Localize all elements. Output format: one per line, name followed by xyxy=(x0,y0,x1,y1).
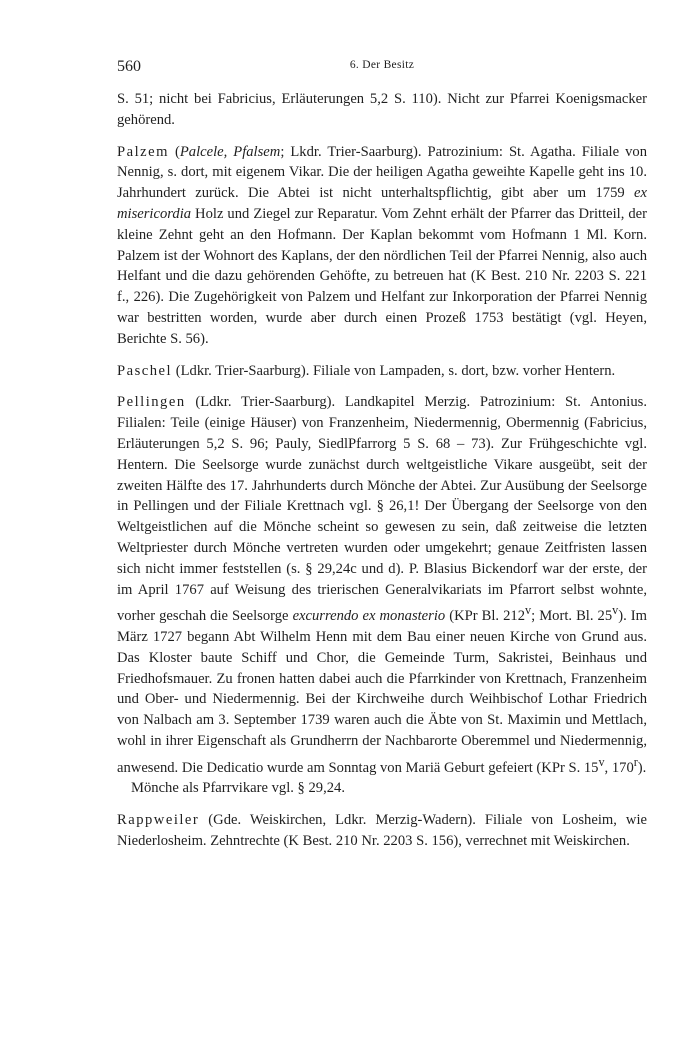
folio-superscript: r xyxy=(633,754,638,769)
text-run: ; Lkdr. Trier-Saarburg). Patrozinium: St. Agatha. Filiale von Nennig, s. dort, mit eigenem Vikar. Die der heiligen Agatha geweihte Kapelle geht ins 10. Jahrhundert zurück. Die Abtei ist nicht unterhaltspflichtig, gibt aber um 1759 xyxy=(117,143,647,202)
italic-text: excurrendo ex monasterio xyxy=(292,608,446,625)
text-run: (Ldkr. Trier-Saarburg). Landkapitel Merzig. Patrozinium: St. Antonius. Filialen: Teile (einige Häuser) von Franzenheim, Niedermennig, Obermennig (Fabricius, Erläuterungen 5,2 S. 96; Pauly, SiedlPfarrorg 5 S. 68 – 73). Zur Frühgeschichte vgl. Hentern. Die Seelsorge wurde zunächst durch weltgeistliche Vikare ausgeübt, seit der zweiten Hälfte des 17. Jahrhunderts durch Mönche der Abtei. Zur Ausübung der Seelsorge in Pellingen und der Filiale Krettnach vgl. § 26,1! Der Übergang der Seelsorge von den Weltgeistlichen auf die Mönche scheint so gewesen zu sein, daß zeitweise die letzten Weltpriester durch Mönche vertreten wurden oder umgekehrt; genaue Zeitfristen lassen sich nicht immer feststellen (s. § 29,24c und d). P. Blasius Bickendorf war der erste, der im April 1767 auf Weisung des trierischen Generalvikariats im Pfarrort selbst wohnte, vorher geschah die Seelsorge xyxy=(117,394,647,625)
entry-headword: Paschel xyxy=(117,362,173,379)
entry-headword: Rappweiler xyxy=(117,812,200,829)
text-run: ). xyxy=(637,759,647,776)
entry-headword: Palzem xyxy=(117,143,169,160)
running-head: 6. Der Besitz xyxy=(349,59,415,71)
entry-palzem xyxy=(117,142,647,350)
text-run: , 170 xyxy=(604,759,634,776)
text-run: S. 51; nicht bei Fabricius, Erläuterungen 5,2 S. 110). Nicht zur Pfarrei Koenigsmacker gehörend. xyxy=(117,91,647,128)
folio-superscript: v xyxy=(525,603,532,618)
folio-superscript: v xyxy=(612,603,619,618)
entry-rappweiler xyxy=(117,810,647,852)
text-run: Holz und Ziegel zur Reparatur. Vom Zehnt erhält der Pfarrer das Dritteil, der kleine Zehnt geht an den Hofmann. Der Kaplan bekommt vom Hofmann 1 Ml. Korn. Palzem ist der Wohnort des Kaplans, der den nördlichen Teil der Pfarrei Nennig, also auch Helfant und die dazu gehörenden Gehöfte, zu betreuen hat (K Best. 210 Nr. 2203 S. 221 f., 226). Die Zugehörigkeit von Palzem und Helfant zur Inkorporation der Pfarrei Nennig war bestritten worden, wurde aber durch einen Prozeß 1753 bestätigt (vgl. Heyen, Berichte S. 56). xyxy=(117,205,647,347)
entry-continuation xyxy=(117,89,647,131)
folio-superscript: v xyxy=(598,754,605,769)
text-run: ( xyxy=(168,143,180,160)
book-page xyxy=(117,58,647,852)
italic-text: Palcele, Pfalsem xyxy=(179,143,281,160)
indented-line: Mönche als Pfarrvikare vgl. § 29,24. xyxy=(131,780,345,797)
entry-headword: Pellingen xyxy=(117,394,186,411)
page-number: 560 xyxy=(117,58,141,75)
text-run: ; Mort. Bl. 25 xyxy=(531,608,613,625)
text-run: (Ldkr. Trier-Saarburg). Filiale von Lampaden, s. dort, bzw. vorher Hentern. xyxy=(172,362,616,379)
text-run: (KPr Bl. 212 xyxy=(445,608,526,625)
entry-pellingen xyxy=(117,392,647,799)
body-text xyxy=(117,89,647,852)
text-run: (Gde. Weiskirchen, Ldkr. Merzig-Wadern). Filiale von Losheim, wie Niederlosheim. Zehntrechte (K Best. 210 Nr. 2203 S. 156), verrechnet mit Weiskirchen. xyxy=(117,812,647,850)
italic-text: ex misericordia xyxy=(117,185,647,222)
entry-paschel xyxy=(117,361,647,382)
page-header xyxy=(117,58,647,80)
text-run: ). Im März 1727 begann Abt Wilhelm Henn mit dem Bau einer neuen Kirche von Grund aus. Das Kloster baute Schiff und Chor, die Gemeinde Turm, Sakristei, Beinhaus und Friedhofsmauer. Zu fronen hatten dabei auch die Pfarrkinder von Krettnach, Franzenheim und Ober- und Niedermennig. Bei der Kirchweihe durch Weihbischof Lothar Friedrich von Nalbach am 3. September 1739 waren auch die Äbte von St. Maximin und Mettlach, wohl in ihrer Eigenschaft als Grundherrn der Nachbarorte Oberemmel und Niedermennig, anwesend. Die Dedicatio wurde am Sonntag von Mariä Geburt gefeiert (KPr S. 15 xyxy=(117,608,647,776)
